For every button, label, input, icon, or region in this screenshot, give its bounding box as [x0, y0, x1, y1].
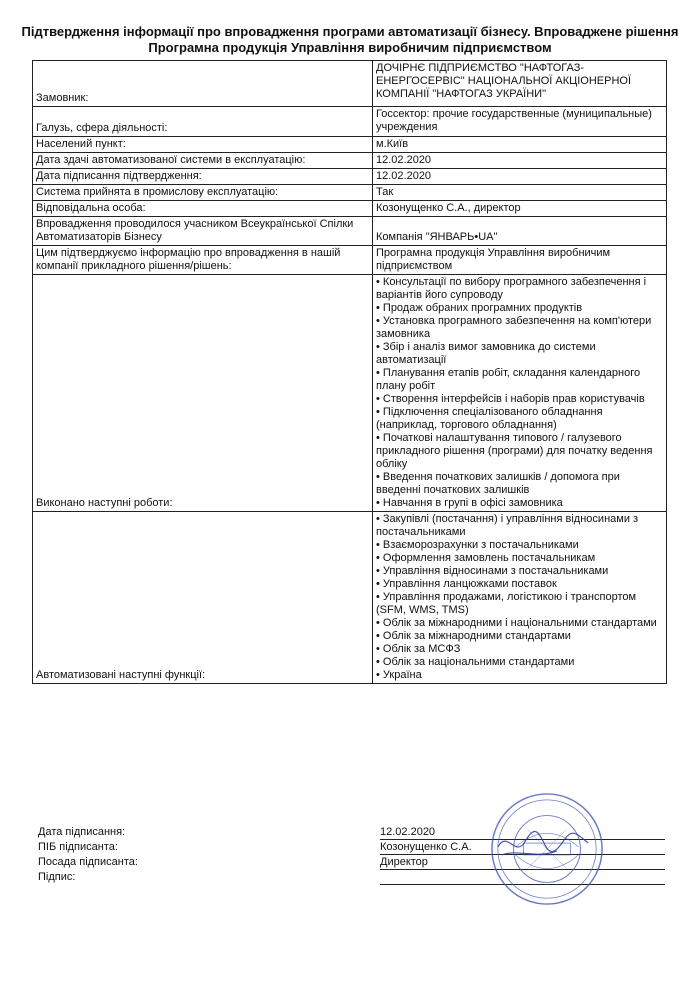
list-item: • Підключення спеціалізованого обладнання (наприклад, торгового обладнання)	[376, 406, 603, 431]
list-item: • Закупівлі (постачання) і управління відносинами з постачальниками	[376, 513, 639, 538]
signature-row-position	[38, 856, 668, 871]
row-value-city: м.Київ	[373, 137, 667, 153]
works-label: Виконано наступні роботи:	[33, 275, 373, 512]
list-item: • Облік за МСФЗ	[376, 643, 461, 655]
functions-list	[373, 512, 667, 684]
list-item: • Управління продажами, логістикою і транспортом (SFM, WMS, TMS)	[376, 591, 637, 616]
signature-sign-label: Підпис:	[38, 871, 76, 883]
signature-date-value: 12.02.2020	[380, 826, 665, 840]
signature-name-label: ПІБ підписанта:	[38, 841, 118, 853]
table-row	[33, 185, 667, 201]
signature-position-label: Посада підписанта:	[38, 856, 138, 868]
row-label-customer: Замовник:	[33, 61, 373, 107]
signature-row-name	[38, 841, 668, 856]
list-item: • Продаж обраних програмних продуктів	[376, 302, 583, 314]
list-item: • Управління відносинами з постачальниками	[376, 565, 609, 577]
table-row	[33, 512, 667, 684]
signature-date-label: Дата підписання:	[38, 826, 126, 838]
list-item: • Облік за національними стандартами	[376, 656, 575, 668]
list-item: • Облік за міжнародними і національними стандартами	[376, 617, 657, 629]
list-item: • Україна	[376, 669, 422, 681]
table-row	[33, 246, 667, 275]
table-row	[33, 201, 667, 217]
row-label-accepted: Система прийнята в промислову експлуатацію:	[33, 185, 373, 201]
table-row	[33, 275, 667, 512]
row-value-implementer: Компанія "ЯНВАРЬ•UA"	[373, 217, 667, 246]
row-value-customer: ДОЧІРНЄ ПІДПРИЄМСТВО "НАФТОГАЗ-ЕНЕРГОСЕРВІС" НАЦІОНАЛЬНОЇ АКЦІОНЕРНОЇ КОМПАНІЇ "НАФТОГАЗ УКРАЇНИ"	[373, 61, 667, 107]
signature-row-date	[38, 826, 668, 841]
list-item: • Початкові налаштування типового / галузевого прикладного рішення (програми) для початку ведення обліку	[376, 432, 653, 470]
row-value-solution: Програмна продукція Управління виробничим підприємством	[373, 246, 667, 275]
document-title: Підтвердження інформації про впровадження програми автоматизації бізнесу. Впроваджене рішення Програмна продукція Управління виробничим підприємством	[21, 24, 679, 55]
row-label-sign-date: Дата підписання підтвердження:	[33, 169, 373, 185]
list-item: • Введення початкових залишків / допомога при введенні початкових залишків	[376, 471, 620, 496]
functions-label: Автоматизовані наступні функції:	[33, 512, 373, 684]
table-row	[33, 137, 667, 153]
list-item: • Планування етапів робіт, складання календарного плану робіт	[376, 367, 641, 392]
row-label-city: Населений пункт:	[33, 137, 373, 153]
signature-position-value: Директор	[380, 856, 665, 870]
table-row	[33, 61, 667, 107]
row-value-sign-date: 12.02.2020	[373, 169, 667, 185]
row-value-industry: Госсектор: прочие государственные (муниципальные) учреждения	[373, 107, 667, 137]
row-label-responsible: Відповідальна особа:	[33, 201, 373, 217]
list-item: • Оформлення замовлень постачальникам	[376, 552, 596, 564]
row-value-delivery-date: 12.02.2020	[373, 153, 667, 169]
list-item: • Консультації по вибору програмного забезпечення і варіантів його супроводу	[376, 276, 647, 301]
table-row	[33, 153, 667, 169]
signature-sign-value	[380, 871, 665, 885]
signature-name-value: Козонущенко С.А.	[380, 841, 665, 855]
row-label-implementer: Впровадження проводилося учасником Всеукраїнської Спілки Автоматизаторів Бізнесу	[33, 217, 373, 246]
info-table	[32, 60, 667, 684]
table-row	[33, 169, 667, 185]
table-row	[33, 107, 667, 137]
row-label-solution: Цим підтверджуємо інформацію про впровадження в нашій компанії прикладного рішення/рішень:	[33, 246, 373, 275]
list-item: • Збір і аналіз вимог замовника до системи автоматизації	[376, 341, 596, 366]
list-item: • Створення інтерфейсів і наборів прав користувачів	[376, 393, 645, 405]
list-item: • Управління ланцюжками поставок	[376, 578, 557, 590]
row-value-responsible: Козонущенко С.А., директор	[373, 201, 667, 217]
signature-block	[38, 826, 668, 886]
row-label-industry: Галузь, сфера діяльності:	[33, 107, 373, 137]
row-label-delivery-date: Дата здачі автоматизованої системи в експлуатацію:	[33, 153, 373, 169]
row-value-accepted: Так	[373, 185, 667, 201]
list-item: • Навчання в групі в офісі замовника	[376, 497, 563, 509]
list-item: • Облік за міжнародними стандартами	[376, 630, 571, 642]
list-item: • Установка програмного забезпечення на комп'ютери замовника	[376, 315, 652, 340]
list-item: • Взаєморозрахунки з постачальниками	[376, 539, 579, 551]
table-row	[33, 217, 667, 246]
signature-row-sign	[38, 871, 668, 886]
works-list	[373, 275, 667, 512]
